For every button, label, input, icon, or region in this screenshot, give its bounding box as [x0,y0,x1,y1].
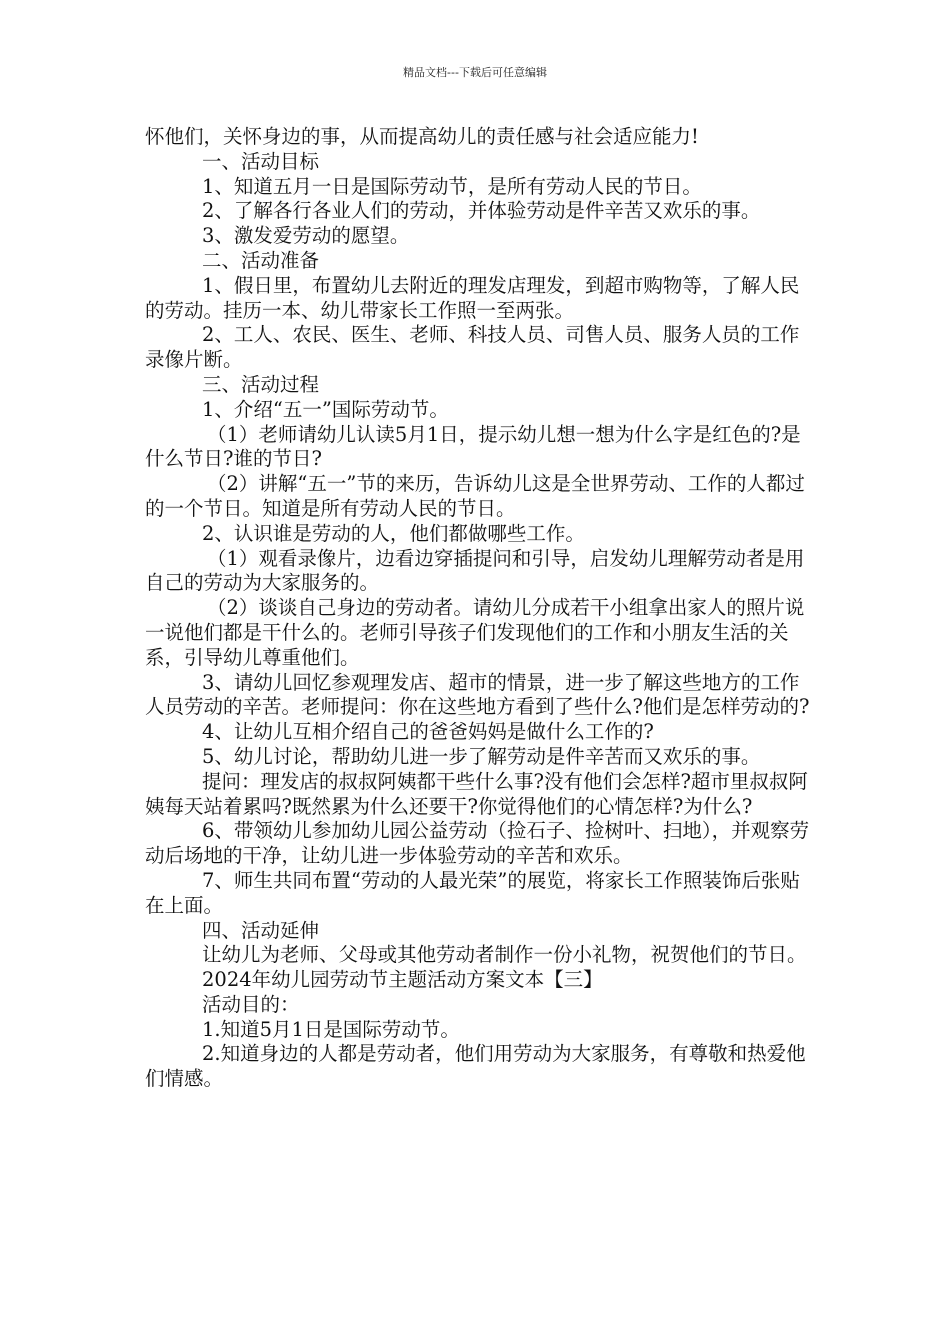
paragraph: 2、了解各行各业人们的劳动，并体验劳动是件辛苦又欢乐的事。 [202,199,761,223]
paragraph: 1、介绍“五一”国际劳动节。 [202,397,449,421]
paragraph: 四、活动延伸 [202,918,320,942]
document-body [145,125,813,1092]
paragraph: 活动目的： [202,992,300,1016]
paragraph: 2、认识谁是劳动的人，他们都做哪些工作。 [202,521,585,545]
paragraph: 7、师生共同布置“劳动的人最光荣”的展览，将家长工作照装饰后张贴在上面。 [145,868,800,917]
paragraph: 3、请幼儿回忆参观理发店、超市的情景，进一步了解这些地方的工作人员劳动的辛苦。老师提问：你在这些地方看到了些什么?他们是怎样劳动的? [145,670,810,719]
paragraph: 2024年幼儿园劳动节主题活动方案文本【三】 [202,968,603,992]
paragraph: （2）谈谈自己身边的劳动者。请幼儿分成若干小组拿出家人的照片说一说他们都是干什么的。老师引导孩子们发现他们的工作和小朋友生活的关系，引导幼儿尊重他们。 [145,596,805,669]
paragraph: 提问：理发店的叔叔阿姨都干些什么事?没有他们会怎样?超市里叔叔阿姨每天站着累吗?既然累为什么还要干?你觉得他们的心情怎样?为什么? [145,769,808,818]
paragraph: （1）老师请幼儿认读5月1日，提示幼儿想一想为什么字是红色的?是什么节日?谁的节日? [145,422,801,471]
paragraph: 6、带领幼儿参加幼儿园公益劳动（捡石子、捡树叶、扫地），并观察劳动后场地的干净，让幼儿进一步体验劳动的辛苦和欢乐。 [145,819,810,868]
paragraph: 3、激发爱劳动的愿望。 [202,224,410,248]
paragraph: 1.知道5月1日是国际劳动节。 [202,1017,460,1041]
paragraph: 2.知道身边的人都是劳动者，他们用劳动为大家服务，有尊敬和热爱他们情感。 [145,1042,806,1091]
paragraph: 怀他们，关怀身边的事，从而提高幼儿的责任感与社会适应能力! [145,125,699,148]
paragraph: （2）讲解“五一”节的来历，告诉幼儿这是全世界劳动、工作的人都过的一个节日。知道是所有劳动人民的节日。 [145,472,805,520]
paragraph: 一、活动目标 [202,149,320,173]
paragraph: 5、幼儿讨论，帮助幼儿进一步了解劳动是件辛苦而又欢乐的事。 [202,744,761,768]
paragraph: 三、活动过程 [202,372,320,396]
paragraph: 1、知道五月一日是国际劳动节，是所有劳动人民的节日。 [202,174,702,198]
paragraph: 4、让幼儿互相介绍自己的爸爸妈妈是做什么工作的? [202,720,654,744]
paragraph: （1）观看录像片，边看边穿插提问和引导，启发幼儿理解劳动者是用自己的劳动为大家服务的。 [145,546,805,595]
paragraph: 1、假日里，布置幼儿去附近的理发店理发，到超市购物等，了解人民的劳动。挂历一本、幼儿带家长工作照一至两张。 [145,273,800,322]
page-header: 精品文档---下载后可任意编辑 [403,66,547,79]
paragraph: 让幼儿为老师、父母或其他劳动者制作一份小礼物，祝贺他们的节日。 [202,943,807,967]
paragraph: 2、工人、农民、医生、老师、科技人员、司售人员、服务人员的工作录像片断。 [145,323,800,372]
paragraph: 二、活动准备 [202,248,320,272]
